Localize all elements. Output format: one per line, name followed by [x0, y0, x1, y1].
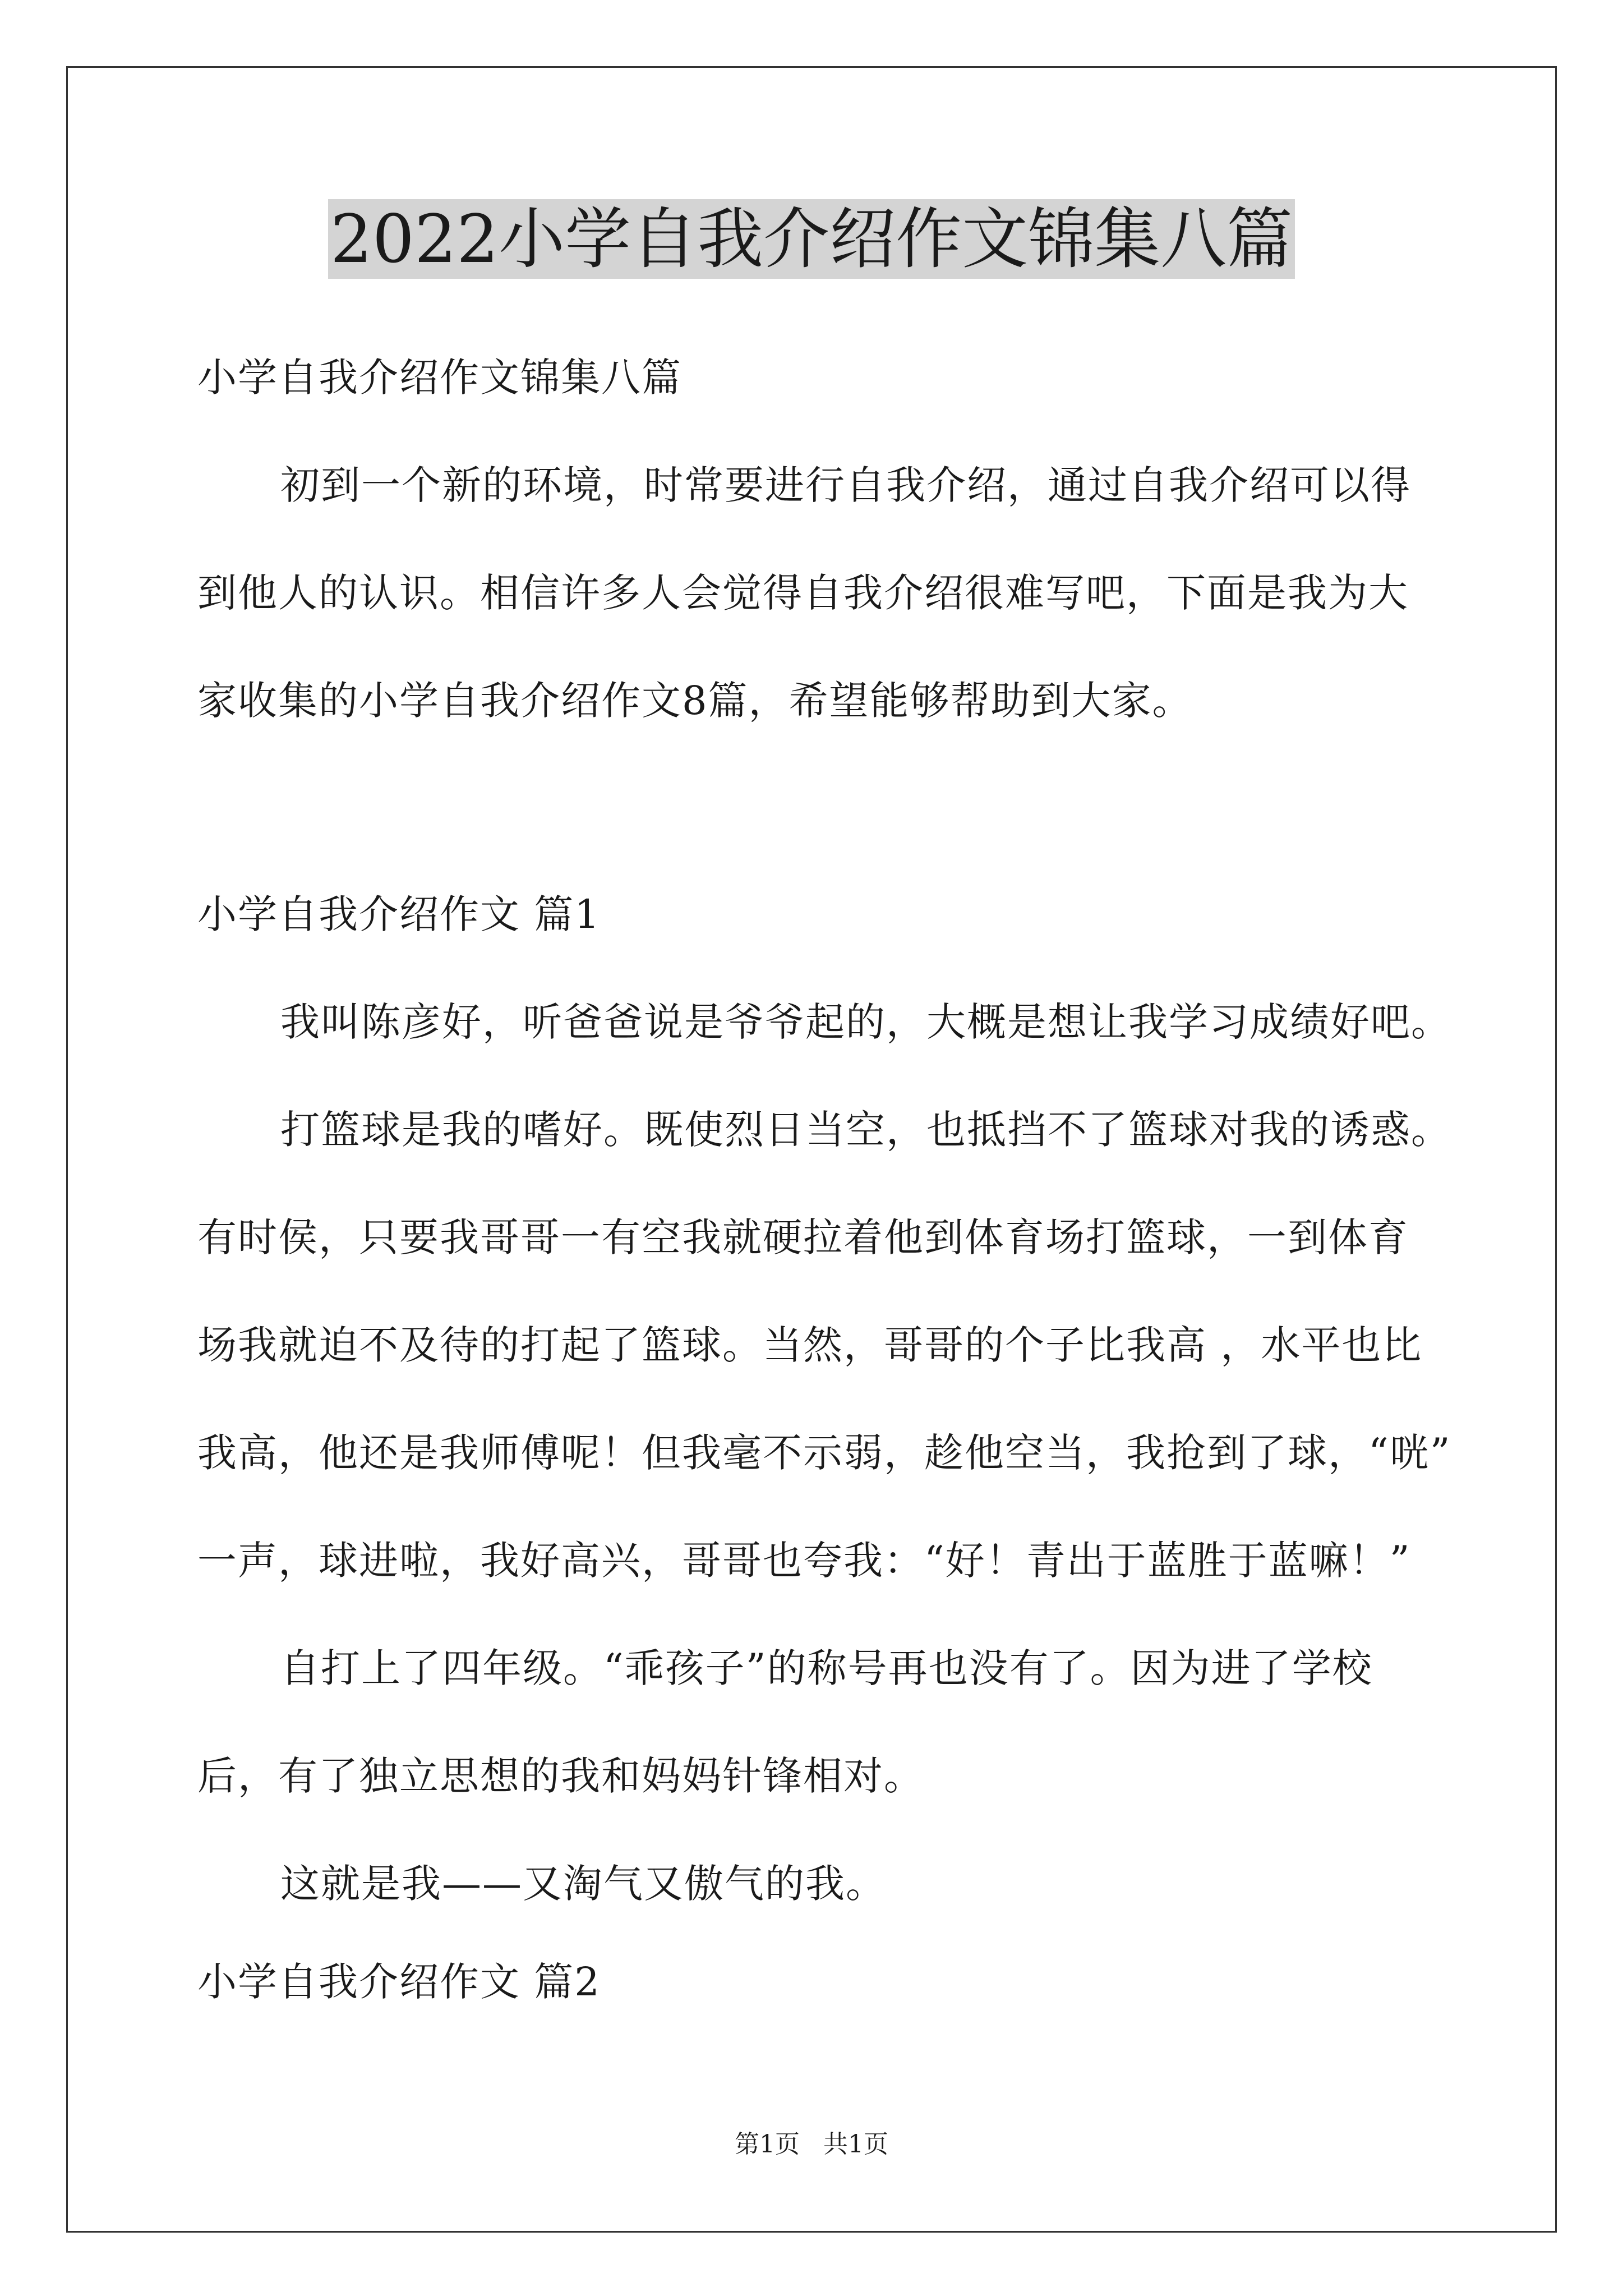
section1-line-3: 有时侯，只要我哥哥一有空我就硬拉着他到体育场打篮球，一到体育 [197, 1214, 1409, 1260]
document-title: 2022小学自我介绍作文锦集八篇 [328, 199, 1295, 279]
page-number-current: 第1页 [735, 2130, 800, 2159]
section1-line-5: 我高，他还是我师傅呢！但我毫不示弱，趁他空当，我抢到了球，“咣” [197, 1430, 1451, 1476]
section1-line-4: 场我就迫不及待的打起了篮球。当然，哥哥的个子比我高 ，水平也比 [197, 1322, 1423, 1368]
section1-line-2: 打篮球是我的嗜好。既使烈日当空，也抵挡不了篮球对我的诱惑。 [280, 1107, 1451, 1153]
title-container [0, 199, 1623, 279]
section1-heading: 小学自我介绍作文 篇1 [197, 891, 601, 937]
section1-line-7: 自打上了四年级。“乖孩子”的称号再也没有了。因为进了学校 [280, 1645, 1373, 1691]
page-number-total: 共1页 [823, 2130, 888, 2159]
intro-line-3: 家收集的小学自我介绍作文8篇，希望能够帮助到大家。 [197, 678, 1193, 724]
intro-line-1: 初到一个新的环境，时常要进行自我介绍，通过自我介绍可以得 [280, 462, 1411, 508]
section1-line-9: 这就是我——又淘气又傲气的我。 [280, 1861, 886, 1907]
section2-heading: 小学自我介绍作文 篇2 [197, 1959, 601, 2005]
subtitle: 小学自我介绍作文锦集八篇 [197, 355, 682, 401]
intro-line-2: 到他人的认识。相信许多人会觉得自我介绍很难写吧，下面是我为大 [197, 570, 1409, 616]
section1-line-1: 我叫陈彦好，听爸爸说是爷爷起的，大概是想让我学习成绩好吧。 [280, 999, 1451, 1045]
section1-line-8: 后，有了独立思想的我和妈妈针锋相对。 [197, 1753, 924, 1799]
page-footer [0, 2129, 1623, 2160]
section1-line-6: 一声，球进啦，我好高兴，哥哥也夸我：“好！青出于蓝胜于蓝嘛！” [197, 1538, 1411, 1584]
